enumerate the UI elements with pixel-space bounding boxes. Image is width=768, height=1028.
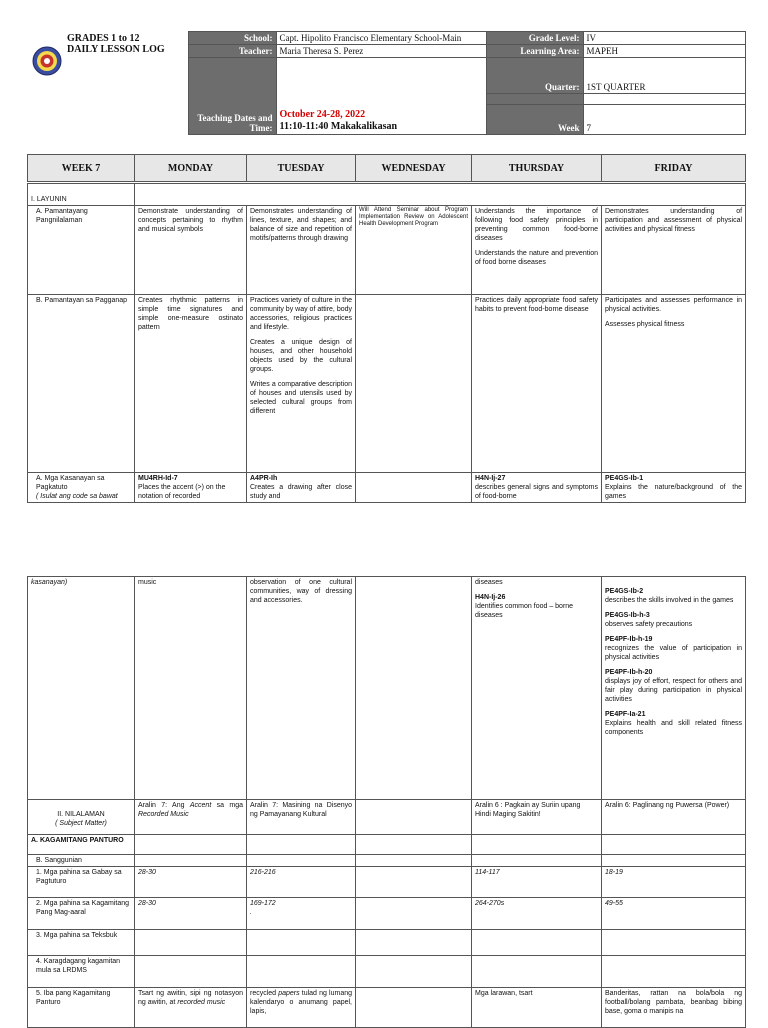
row-label-kasanayan <box>28 473 135 503</box>
row-label-pamantayang-pangnilalaman: A. Pamantayang Pangnilalaman <box>28 206 135 295</box>
cell-b-tuesday-p2: Creates a unique design of houses, and other household objects used by the cultural groups. <box>250 339 352 373</box>
cell-a-wednesday: Will Attend Seminar about Program Implementation Review on Adolescent Health Development Program <box>356 206 472 295</box>
row-gabay-thursday: 114-117 <box>472 867 602 898</box>
nilalaman-label: II. NILALAMAN ( Subject Matter) <box>28 800 135 835</box>
cell-c-monday-code: MU4RH-Id-7 <box>138 475 178 482</box>
cont-friday-item: PE4GS-Ib-h-3 observes safety precautions <box>605 612 693 628</box>
cont-thursday-p1: diseases <box>475 579 503 586</box>
cont-friday-item: PE4PF-Ib-h-20 displays joy of effort, respect for others and fair play during participation in physical activities <box>605 669 742 703</box>
cell-c-monday <box>135 473 247 503</box>
nilalaman-wednesday <box>356 800 472 835</box>
row-gabay-label: 1. Mga pahina sa Gabay sa Pagtuturo <box>28 867 135 898</box>
row-iba-pang-thursday: Mga larawan, tsart <box>472 988 602 1028</box>
title-block <box>27 32 188 58</box>
cell-c-tuesday-text: Creates a drawing after close study and <box>250 484 352 500</box>
teacher-value: Maria Theresa S. Perez <box>276 45 486 58</box>
cell-c-friday <box>602 473 746 503</box>
cell-a-thursday-p1: Understands the importance of following food safety principles in preventing common food-borne diseases <box>475 208 598 242</box>
row-label-kasanayan-text: A. Mga Kasanayan sa Pagkatuto <box>36 475 105 491</box>
week-value: 7 <box>583 105 745 135</box>
nilalaman-tuesday: Aralin 7: Masining na Disenyo ng Pamayanang Kultural <box>247 800 356 835</box>
sanggunian-label: B. Sanggunian <box>28 855 135 867</box>
cell-b-monday: Creates rhythmic patterns in simple time signatures and simple one-measure ostinato pattern <box>135 295 247 473</box>
cell-c-thursday-text: describes general signs and symptoms of food-borne <box>475 484 598 500</box>
cell-c-monday-text: Places the accent (>) on the notation of recorded <box>138 484 226 500</box>
row-iba-pang-monday: Tsart ng awitin, sipi ng notasyon ng awitin, at recorded music <box>135 988 247 1028</box>
lesson-table-page1 <box>27 183 746 503</box>
school-value: Capt. Hipolito Francisco Elementary School-Main <box>276 32 486 45</box>
grade-label: Grade Level: <box>486 32 583 45</box>
quarter-label: Quarter: <box>486 58 583 94</box>
cont-tuesday: observation of one cultural communities, way of dressing and accessories. <box>247 577 356 800</box>
row-label-pamantayan-sa-pagganap: B. Pamantayan sa Pagganap <box>28 295 135 473</box>
cont-monday: music <box>135 577 247 800</box>
header-table <box>27 31 746 135</box>
area-value: MAPEH <box>583 45 745 58</box>
row-label-kasanayan-note: ( Isulat ang code sa bawat <box>36 493 118 500</box>
row-mag-aaral-monday: 28-30 <box>135 898 247 930</box>
dates-label-cell <box>188 58 276 135</box>
nilalaman-friday: Aralin 6: Paglinang ng Puwersa (Power) <box>602 800 746 835</box>
cell-a-monday: Demonstrate understanding of concepts pertaining to rhythm and musical symbols <box>135 206 247 295</box>
cell-c-wednesday <box>356 473 472 503</box>
day-friday: FRIDAY <box>602 155 746 182</box>
row-iba-pang-label: 5. Iba pang Kagamitang Panturo <box>28 988 135 1028</box>
quarter-value: 1ST QUARTER <box>583 58 745 94</box>
row-gabay-monday: 28-30 <box>135 867 247 898</box>
cont-thursday-code: H4N-Ij-26 <box>475 594 506 601</box>
cell-b-wednesday <box>356 295 472 473</box>
week-label: Week <box>486 105 583 135</box>
cell-c-friday-code: PE4GS-Ib-1 <box>605 475 644 482</box>
dates-label: Teaching Dates and Time: <box>197 113 273 133</box>
cont-friday-item: PE4GS-Ib-2 describes the skills involved in the games <box>605 588 734 604</box>
dates-value-cell <box>276 105 486 135</box>
row-gabay-friday: 18-19 <box>602 867 746 898</box>
cell-b-tuesday-p3: Writes a comparative description of houses and utensils used by selected cultural groups from different <box>250 381 352 415</box>
cont-thursday <box>472 577 602 800</box>
time-value: 11:10-11:40 Makakalikasan <box>279 121 398 132</box>
dates-value: October 24-28, 2022 <box>279 109 366 120</box>
cell-b-tuesday <box>247 295 356 473</box>
title-line2: DAILY LESSON LOG <box>67 43 165 55</box>
cont-friday-item: PE4PF-Ib-h-19 recognizes the value of participation in physical activities <box>605 636 742 661</box>
cell-c-friday-text: Explains the nature/background of the games <box>605 484 743 500</box>
cont-label: kasanayan) <box>28 577 135 800</box>
day-thursday: THURSDAY <box>472 155 602 182</box>
cell-b-friday-p2: Assesses physical fitness <box>605 321 685 328</box>
row-lrdms-label: 4. Karagdagang kagamitan mula sa LRDMS <box>28 956 135 988</box>
cell-a-thursday-p2: Understands the nature and prevention of food borne diseases <box>475 250 598 266</box>
row-mag-aaral-thursday: 264-270s <box>472 898 602 930</box>
cell-b-thursday: Practices daily appropriate food safety habits to prevent food-borne disease <box>472 295 602 473</box>
row-mag-aaral-tuesday: 169-172 . <box>247 898 356 930</box>
cell-a-thursday <box>472 206 602 295</box>
cell-a-friday: Demonstrates understanding of participation and assessment of physical activities and physical fitness <box>602 206 746 295</box>
cell-a-tuesday: Demonstrates understanding of lines, texture, and shapes; and balance of size and repetition of motifs/patterns through drawing <box>247 206 356 295</box>
cell-b-tuesday-p1: Practices variety of culture in the community by way of attire, body accessories, religious practices and lifestyle. <box>250 297 352 331</box>
cont-friday-item: PE4PF-Ia-21 Explains health and skill related fitness components <box>605 711 742 736</box>
cell-b-friday <box>602 295 746 473</box>
title-line1: GRADES 1 to 12 <box>67 32 140 44</box>
area-label: Learning Area: <box>486 45 583 58</box>
grade-value: IV <box>583 32 745 45</box>
layunin-heading: I. LAYUNIN <box>28 184 135 206</box>
cell-b-friday-p1: Participates and assesses performance in physical activities. <box>605 297 743 313</box>
cont-wednesday <box>356 577 472 800</box>
cell-c-thursday <box>472 473 602 503</box>
day-monday: MONDAY <box>135 155 247 182</box>
day-week: WEEK 7 <box>28 155 135 182</box>
days-header-table <box>27 154 746 182</box>
row-iba-pang-tuesday: recycled papers tulad ng lumang kalendaryo o anumang papel, lapis, <box>247 988 356 1028</box>
cell-c-tuesday <box>247 473 356 503</box>
day-tuesday: TUESDAY <box>247 155 356 182</box>
cell-c-thursday-code: H4N-Ij-27 <box>475 475 506 482</box>
kagamitan-label: A. KAGAMITANG PANTURO <box>28 835 135 855</box>
day-wednesday: WEDNESDAY <box>356 155 472 182</box>
row-mag-aaral-label: 2. Mga pahina sa Kagamitang Pang Mag-aaral <box>28 898 135 930</box>
school-label: School: <box>188 32 276 45</box>
cont-thursday-text: Identifies common food – borne diseases <box>475 603 574 619</box>
nilalaman-monday: Aralin 7: Ang Accent sa mga Recorded Music <box>135 800 247 835</box>
cont-friday <box>602 577 746 800</box>
row-gabay-tuesday: 216-216 <box>247 867 356 898</box>
lesson-table-page2 <box>27 576 746 1028</box>
nilalaman-thursday: Aralin 6 : Pagkain ay Suriin upang Hindi Maging Sakitin! <box>472 800 602 835</box>
row-mag-aaral-friday: 49-55 <box>602 898 746 930</box>
row-teksbuk-label: 3. Mga pahina sa Teksbuk <box>28 930 135 956</box>
row-iba-pang-friday: Banderitas, rattan na bola/bola ng football/bolang pambata, beanbag bibing base, goma o manipis na <box>602 988 746 1028</box>
cell-c-tuesday-code: A4PR-Ih <box>250 475 278 482</box>
teacher-label: Teacher: <box>188 45 276 58</box>
